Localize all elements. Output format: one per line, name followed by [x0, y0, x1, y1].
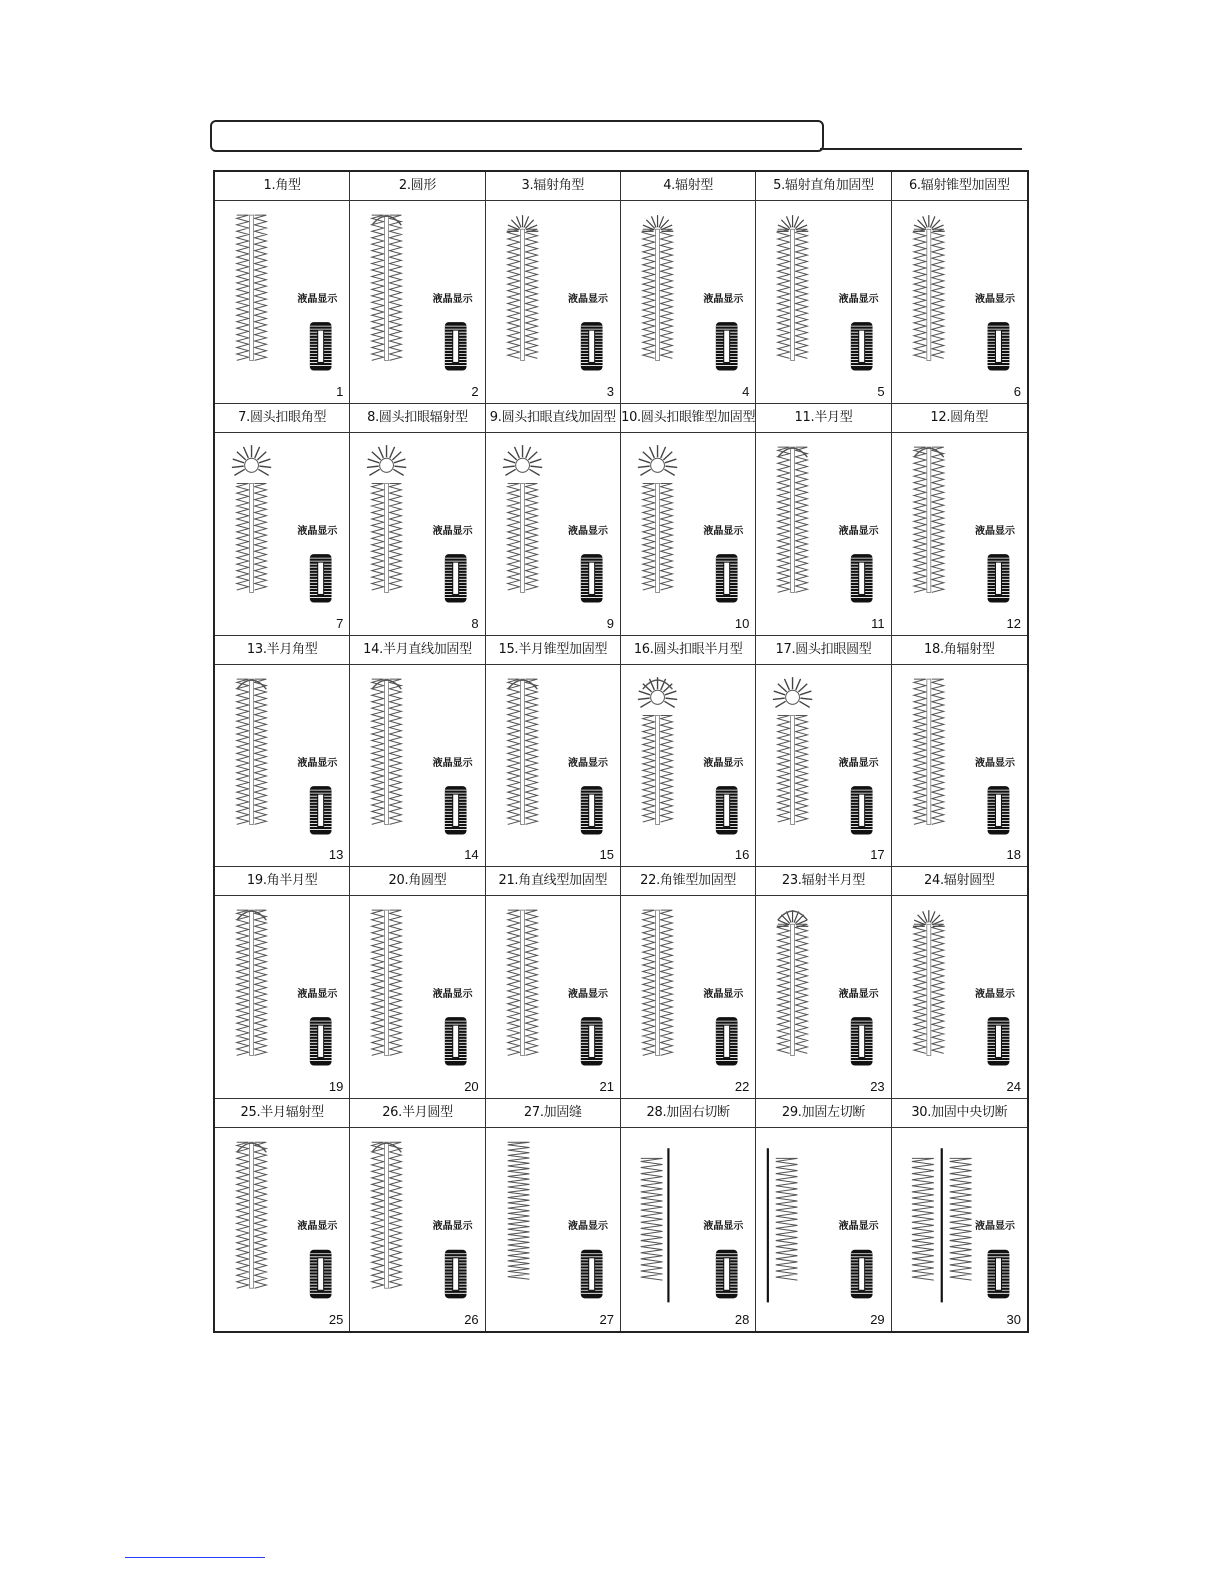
pattern-cell — [892, 867, 1027, 1099]
pattern-title: 6.辐射锥型加固型 — [892, 172, 1027, 201]
buttonhole-stitch — [777, 215, 809, 360]
pattern-cell — [892, 636, 1027, 868]
pattern-title: 26.半月圆型 — [350, 1099, 484, 1128]
pattern-title: 4.辐射型 — [621, 172, 755, 201]
lcd-display-label: 液晶显示 — [567, 757, 608, 769]
pattern-number: 13 — [328, 847, 344, 863]
pattern-cell — [621, 172, 756, 404]
pattern-cell — [756, 1099, 891, 1331]
lcd-display-label: 液晶显示 — [703, 757, 744, 769]
header-rule — [820, 148, 1022, 150]
pattern-cell — [892, 404, 1027, 636]
pattern-title: 16.圆头扣眼半月型 — [621, 636, 755, 665]
buttonhole-stitch — [777, 911, 809, 1056]
pattern-title: 3.辐射角型 — [486, 172, 620, 201]
pattern-cell — [350, 1099, 485, 1331]
pattern-title: 23.辐射半月型 — [756, 867, 890, 896]
lcd-icon — [987, 554, 1009, 602]
lcd-icon — [851, 786, 873, 834]
pattern-cell — [756, 867, 891, 1099]
buttonhole-stitch — [372, 679, 402, 824]
pattern-title: 14.半月直线加固型 — [350, 636, 484, 665]
buttonhole-stitch — [237, 911, 267, 1056]
lcd-display-label: 液晶显示 — [432, 525, 473, 537]
bartack-stitch — [776, 1159, 798, 1281]
pattern-number: 14 — [464, 847, 479, 863]
pattern-title: 5.辐射直角加固型 — [756, 172, 890, 201]
pattern-cell — [215, 1099, 350, 1331]
lcd-display-label: 液晶显示 — [297, 989, 338, 1001]
lcd-display-label: 液晶显示 — [703, 294, 744, 305]
buttonhole-stitch — [642, 215, 674, 360]
buttonhole-stitch — [643, 911, 673, 1056]
pattern-number: 8 — [471, 615, 479, 631]
lcd-display-label: 液晶显示 — [703, 989, 744, 1001]
buttonhole-stitch — [914, 447, 944, 592]
pattern-number: 16 — [734, 847, 750, 863]
buttonhole-pattern-table — [213, 170, 1029, 1333]
lcd-icon — [580, 786, 602, 834]
lcd-display-label: 液晶显示 — [838, 989, 879, 1001]
lcd-icon — [310, 1250, 332, 1299]
pattern-number: 27 — [599, 1312, 614, 1327]
pattern-number: 12 — [1006, 615, 1021, 631]
lcd-icon — [851, 1250, 873, 1299]
buttonhole-stitch — [914, 679, 944, 824]
lcd-display-label: 液晶显示 — [297, 1221, 338, 1233]
lcd-display-label: 液晶显示 — [567, 989, 608, 1001]
lcd-icon — [851, 322, 873, 370]
pattern-title: 12.圆角型 — [892, 404, 1027, 433]
pattern-number: 24 — [1006, 1079, 1021, 1095]
pattern-title: 21.角直线型加固型 — [486, 867, 620, 896]
lcd-icon — [445, 554, 467, 602]
pattern-cell — [215, 636, 350, 868]
pattern-number: 6 — [1013, 383, 1021, 399]
lcd-display-label: 液晶显示 — [567, 1221, 608, 1233]
lcd-icon — [445, 322, 467, 370]
pattern-title: 15.半月锥型加固型 — [486, 636, 620, 665]
buttonhole-stitch — [507, 679, 537, 824]
pattern-number: 5 — [877, 383, 885, 399]
pattern-number: 2 — [471, 383, 479, 399]
buttonhole-stitch — [372, 911, 402, 1056]
pattern-cell — [892, 1099, 1027, 1331]
lcd-display-label: 液晶显示 — [703, 525, 744, 537]
buttonhole-stitch — [913, 215, 945, 360]
pattern-title: 19.角半月型 — [215, 867, 349, 896]
lcd-icon — [445, 786, 467, 834]
pattern-number: 11 — [871, 615, 885, 631]
pattern-cell — [350, 172, 485, 404]
lcd-icon — [987, 322, 1009, 370]
lcd-display-label: 液晶显示 — [974, 757, 1015, 769]
pattern-cell — [756, 404, 891, 636]
pattern-number: 9 — [606, 615, 614, 631]
pattern-number: 10 — [734, 615, 750, 631]
pattern-cell — [621, 404, 756, 636]
lcd-icon — [445, 1017, 467, 1065]
lcd-icon — [987, 1250, 1009, 1299]
buttonhole-stitch — [506, 215, 538, 360]
lcd-display-label: 液晶显示 — [297, 757, 338, 769]
pattern-cell — [350, 867, 485, 1099]
buttonhole-stitch — [237, 679, 267, 824]
pattern-number: 18 — [1006, 847, 1021, 863]
pattern-cell — [756, 636, 891, 868]
lcd-display-label: 液晶显示 — [974, 294, 1015, 305]
pattern-title: 1.角型 — [215, 172, 349, 201]
lcd-display-label: 液晶显示 — [838, 1221, 879, 1233]
pattern-title: 7.圆头扣眼角型 — [215, 404, 349, 433]
lcd-icon — [851, 554, 873, 602]
pattern-cell — [756, 172, 891, 404]
lcd-icon — [716, 322, 738, 370]
pattern-title: 22.角锥型加固型 — [621, 867, 755, 896]
pattern-cell — [350, 636, 485, 868]
pattern-cell — [486, 1099, 621, 1331]
pattern-title: 9.圆头扣眼直线加固型 — [486, 404, 620, 433]
pattern-cell — [621, 867, 756, 1099]
buttonhole-stitch — [638, 445, 677, 592]
buttonhole-stitch — [913, 911, 945, 1056]
buttonhole-stitch — [237, 215, 267, 360]
pattern-title: 8.圆头扣眼辐射型 — [350, 404, 484, 433]
pattern-title: 18.角辐射型 — [892, 636, 1027, 665]
lcd-display-label: 液晶显示 — [567, 294, 608, 305]
pattern-title: 13.半月角型 — [215, 636, 349, 665]
buttonhole-stitch — [638, 677, 677, 824]
pattern-number: 29 — [870, 1312, 885, 1327]
buttonhole-stitch — [367, 445, 406, 592]
lcd-icon — [310, 554, 332, 602]
pattern-cell — [215, 404, 350, 636]
lcd-icon — [716, 786, 738, 834]
bartack-stitch — [507, 1142, 529, 1279]
pattern-number: 17 — [870, 847, 885, 863]
pattern-cell — [486, 636, 621, 868]
pattern-title: 11.半月型 — [756, 404, 890, 433]
buttonhole-stitch — [372, 1142, 402, 1288]
lcd-icon — [580, 554, 602, 602]
lcd-icon — [580, 1250, 602, 1299]
lcd-icon — [310, 786, 332, 834]
lcd-display-label: 液晶显示 — [974, 989, 1015, 1001]
buttonhole-stitch — [773, 677, 812, 824]
pattern-title: 17.圆头扣眼圆型 — [756, 636, 890, 665]
lcd-icon — [987, 786, 1009, 834]
lcd-icon — [310, 322, 332, 370]
lcd-display-label: 液晶显示 — [838, 525, 879, 537]
lcd-display-label: 液晶显示 — [974, 525, 1015, 537]
pattern-number: 23 — [870, 1079, 885, 1095]
pattern-title: 27.加固缝 — [486, 1099, 620, 1128]
pattern-number: 30 — [1006, 1312, 1021, 1327]
pattern-title: 30.加固中央切断 — [892, 1099, 1027, 1128]
lcd-icon — [580, 322, 602, 370]
buttonhole-stitch — [507, 911, 537, 1056]
lcd-display-label: 液晶显示 — [974, 1221, 1015, 1233]
pattern-number: 7 — [336, 615, 344, 631]
pattern-number: 25 — [328, 1312, 344, 1327]
pattern-cell — [486, 867, 621, 1099]
pattern-cell — [486, 172, 621, 404]
lcd-icon — [716, 1250, 738, 1299]
pattern-cell — [486, 404, 621, 636]
lcd-display-label: 液晶显示 — [432, 1221, 473, 1233]
pattern-number: 4 — [742, 383, 750, 399]
pattern-cell — [215, 172, 350, 404]
lcd-icon — [987, 1017, 1009, 1065]
pattern-number: 3 — [606, 383, 614, 399]
lcd-icon — [580, 1017, 602, 1065]
pattern-number: 21 — [599, 1079, 614, 1095]
lcd-icon — [445, 1250, 467, 1299]
lcd-icon — [310, 1017, 332, 1065]
header-title-box — [210, 120, 824, 152]
lcd-icon — [716, 1017, 738, 1065]
buttonhole-stitch — [372, 215, 402, 360]
lcd-display-label: 液晶显示 — [432, 757, 473, 769]
pattern-number: 20 — [464, 1079, 479, 1095]
buttonhole-stitch — [778, 447, 808, 592]
pattern-number: 26 — [464, 1312, 479, 1327]
pattern-title: 24.辐射圆型 — [892, 867, 1027, 896]
pattern-cell — [621, 1099, 756, 1331]
lcd-icon — [851, 1017, 873, 1065]
pattern-cell — [621, 636, 756, 868]
pattern-title: 29.加固左切断 — [756, 1099, 890, 1128]
lcd-icon — [716, 554, 738, 602]
pattern-title: 2.圆形 — [350, 172, 484, 201]
pattern-number: 15 — [599, 847, 614, 863]
bartack-stitch — [641, 1159, 663, 1281]
lcd-display-label: 液晶显示 — [838, 757, 879, 769]
lcd-display-label: 液晶显示 — [838, 294, 879, 305]
pattern-cell — [892, 172, 1027, 404]
pattern-number: 19 — [328, 1079, 344, 1095]
pattern-number: 22 — [734, 1079, 750, 1095]
pattern-title: 25.半月辐射型 — [215, 1099, 349, 1128]
buttonhole-stitch — [237, 1142, 267, 1288]
buttonhole-stitch — [232, 445, 271, 592]
lcd-display-label: 液晶显示 — [432, 989, 473, 1001]
pattern-number: 28 — [734, 1312, 750, 1327]
footer-link-underline — [125, 1557, 265, 1558]
lcd-display-label: 液晶显示 — [297, 525, 338, 537]
pattern-cell — [350, 404, 485, 636]
pattern-cell — [215, 867, 350, 1099]
pattern-title: 20.角圆型 — [350, 867, 484, 896]
pattern-number: 1 — [336, 383, 344, 399]
lcd-display-label: 液晶显示 — [432, 294, 473, 305]
lcd-display-label: 液晶显示 — [567, 525, 608, 537]
lcd-display-label: 液晶显示 — [703, 1221, 744, 1233]
pattern-title: 10.圆头扣眼锥型加固型 — [621, 404, 755, 433]
buttonhole-stitch — [503, 445, 542, 592]
lcd-display-label: 液晶显示 — [297, 294, 338, 305]
pattern-title: 28.加固右切断 — [621, 1099, 755, 1128]
